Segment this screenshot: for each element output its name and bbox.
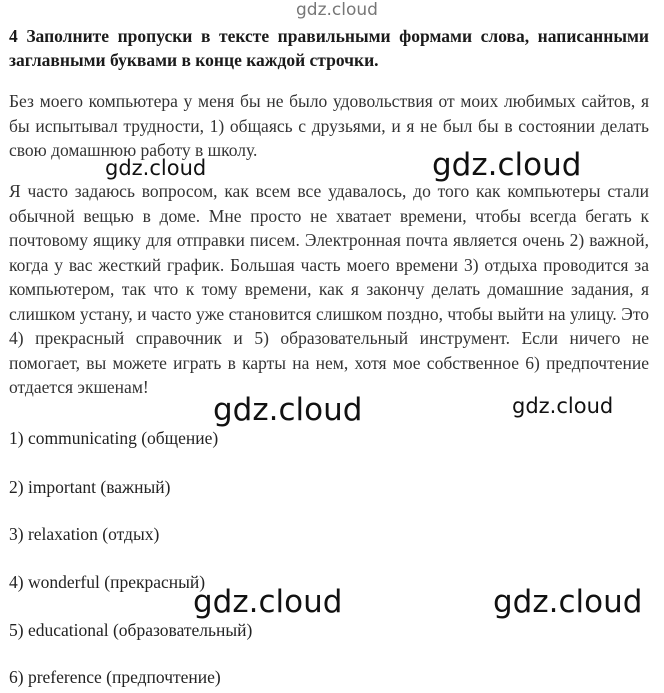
exercise-heading: 4 Заполните пропуски в тексте правильными формами слова, написанными заглавными буквами в конце каждой строчки. bbox=[9, 26, 649, 70]
answer-3: 3) relaxation (отдых) bbox=[9, 524, 160, 544]
answer-1: 1) communicating (общение) bbox=[9, 428, 219, 448]
watermark: gdz.cloud bbox=[432, 147, 582, 183]
watermark-top: gdz.cloud bbox=[296, 0, 378, 20]
answer-5: 5) educational (образовательный) bbox=[9, 620, 253, 640]
watermark: gdz.cloud bbox=[105, 156, 207, 180]
watermark: gdz.cloud bbox=[493, 584, 643, 620]
answer-2: 2) important (важный) bbox=[9, 477, 171, 497]
paragraph-1: Без моего компьютера у меня бы не было удовольствия от моих любимых сайтов, я бы испытывал трудности, 1) общаясь с друзьями, и я не был бы в состоянии делать свою домашнюю работу в школу. bbox=[9, 91, 649, 160]
watermark: gdz.cloud bbox=[512, 394, 614, 418]
watermark: gdz.cloud bbox=[193, 584, 343, 620]
watermark: gdz.cloud bbox=[213, 392, 363, 428]
answer-4: 4) wonderful (прекрасный) bbox=[9, 572, 206, 592]
answer-6: 6) preference (предпочтение) bbox=[9, 667, 221, 687]
paragraph-2: Я часто задаюсь вопросом, как всем все удавалось, до того как компьютеры стали обычной вещью в доме. Мне просто не хватает времени, чтобы всегда бегать к почтовому ящику для отправки писем. Электронная почта является очень 2) важной, когда у вас жесткий график. Большая часть моего времени 3) отдыха проводится за компьютером, так что к тому времени, как я закончу делать домашние задания, я слишком устану, и часто уже становится слишком поздно, чтобы выйти на улицу. Это 4) прекрасный справочник и 5) образовательный инструмент. Если ничего не помогает, вы можете играть в карты на нем, хотя мое собственное 6) предпочтение отдается экшенам! bbox=[9, 181, 649, 397]
